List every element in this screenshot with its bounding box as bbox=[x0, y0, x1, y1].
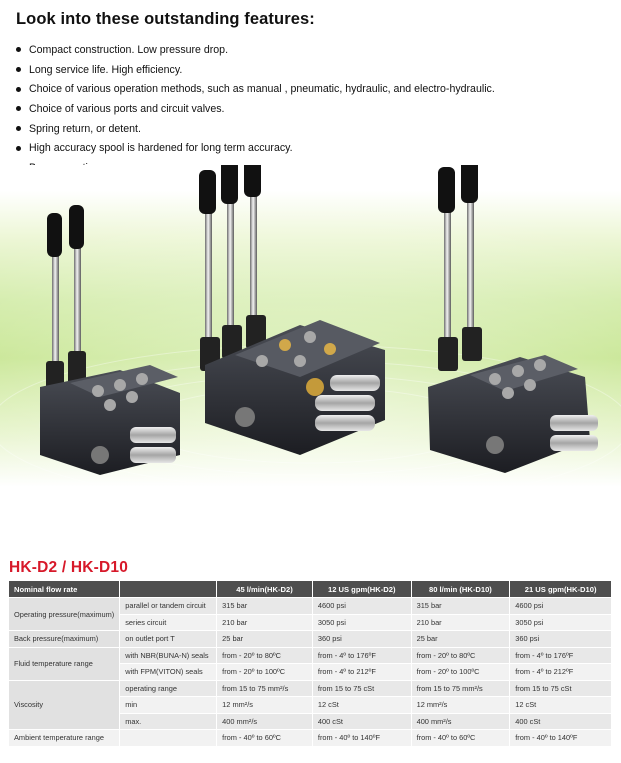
header-cell: 21 US gpm(HK-D10) bbox=[510, 581, 612, 598]
table-row bbox=[9, 730, 612, 747]
spec-header-row bbox=[9, 581, 612, 598]
feature-text: Long service life. High efficiency. bbox=[29, 63, 183, 76]
value-cell: 3050 psi bbox=[313, 615, 412, 632]
value-cell: 400 mm²/s bbox=[217, 714, 313, 731]
bullet-icon bbox=[16, 126, 21, 131]
table-row bbox=[9, 681, 612, 698]
header-cell bbox=[120, 581, 217, 598]
row-condition bbox=[120, 730, 217, 747]
value-cell: 4600 psi bbox=[510, 598, 612, 615]
bullet-icon bbox=[16, 106, 21, 111]
value-cell: from - 20º to 80ºC bbox=[412, 648, 511, 665]
feature-item bbox=[16, 79, 495, 99]
value-cell: from - 4º to 212ºF bbox=[510, 664, 612, 681]
value-cell: 315 bar bbox=[217, 598, 313, 615]
row-condition: with NBR(BUNA-N) seals bbox=[120, 648, 217, 665]
model-title: HK-D2 / HK-D10 bbox=[9, 559, 129, 576]
header-cell: 45 l/min(HK-D2) bbox=[217, 581, 313, 598]
valve-illustration bbox=[0, 165, 621, 487]
feature-item bbox=[16, 60, 495, 80]
feature-item bbox=[16, 119, 495, 139]
value-cell: 360 psi bbox=[313, 631, 412, 648]
feature-text: Spring return, or detent. bbox=[29, 122, 141, 135]
feature-text: High accuracy spool is hardened for long term accuracy. bbox=[29, 142, 293, 155]
feature-text: Compact construction. Low pressure drop. bbox=[29, 43, 229, 56]
feature-text: Choice of various ports and circuit valves. bbox=[29, 102, 225, 115]
feature-item bbox=[16, 99, 495, 119]
value-cell: 400 mm²/s bbox=[412, 714, 511, 731]
value-cell: 12 cSt bbox=[510, 697, 612, 714]
value-cell: 12 mm²/s bbox=[412, 697, 511, 714]
value-cell: 4600 psi bbox=[313, 598, 412, 615]
header-cell: Nominal flow rate bbox=[9, 581, 120, 598]
value-cell: 400 cSt bbox=[510, 714, 612, 731]
feature-item bbox=[16, 138, 495, 158]
row-condition: with FPM(VITON) seals bbox=[120, 664, 217, 681]
value-cell: 400 cSt bbox=[313, 714, 412, 731]
value-cell: from - 40º to 60ºC bbox=[412, 730, 511, 747]
bullet-icon bbox=[16, 67, 21, 72]
value-cell: 360 psi bbox=[510, 631, 612, 648]
header-cell: 80 l/min (HK-D10) bbox=[412, 581, 511, 598]
bullet-icon bbox=[16, 146, 21, 151]
value-cell: from 15 to 75 cSt bbox=[313, 681, 412, 698]
value-cell: 25 bar bbox=[412, 631, 511, 648]
value-cell: from - 40º to 60ºC bbox=[217, 730, 313, 747]
value-cell: 210 bar bbox=[412, 615, 511, 632]
value-cell: from 15 to 75 mm²/s bbox=[412, 681, 511, 698]
value-cell: from - 20º to 100ºC bbox=[412, 664, 511, 681]
row-condition: parallel or tandem circuit bbox=[120, 598, 217, 615]
value-cell: from - 20º to 100ºC bbox=[217, 664, 313, 681]
value-cell: from - 40º to 140ºF bbox=[313, 730, 412, 747]
value-cell: 25 bar bbox=[217, 631, 313, 648]
value-cell: 12 cSt bbox=[313, 697, 412, 714]
feature-item bbox=[16, 40, 495, 60]
product-photo-banner bbox=[0, 165, 621, 487]
value-cell: 315 bar bbox=[412, 598, 511, 615]
row-label: Back pressure(maximum) bbox=[9, 631, 120, 648]
value-cell: from - 4º to 176ºF bbox=[510, 648, 612, 665]
value-cell: 12 mm²/s bbox=[217, 697, 313, 714]
spec-table bbox=[9, 581, 612, 747]
header-cell: 12 US gpm(HK-D2) bbox=[313, 581, 412, 598]
bullet-icon bbox=[16, 47, 21, 52]
features-title: Look into these outstanding features: bbox=[16, 10, 315, 28]
row-label: Operating pressure(maximum) bbox=[9, 598, 120, 631]
row-label: Fluid temperature range bbox=[9, 648, 120, 681]
table-row bbox=[9, 648, 612, 665]
value-cell: from - 40º to 140ºF bbox=[510, 730, 612, 747]
value-cell: 210 bar bbox=[217, 615, 313, 632]
value-cell: from 15 to 75 mm²/s bbox=[217, 681, 313, 698]
table-row bbox=[9, 598, 612, 615]
row-condition: max. bbox=[120, 714, 217, 731]
table-row bbox=[9, 631, 612, 648]
row-condition: min bbox=[120, 697, 217, 714]
value-cell: from 15 to 75 cSt bbox=[510, 681, 612, 698]
row-condition: series circuit bbox=[120, 615, 217, 632]
row-condition: operating range bbox=[120, 681, 217, 698]
value-cell: from - 20º to 80ºC bbox=[217, 648, 313, 665]
feature-text: Choice of various operation methods, such as manual , pneumatic, hydraulic, and electro-hydraulic. bbox=[29, 83, 495, 96]
row-label: Ambient temperature range bbox=[9, 730, 120, 747]
bullet-icon bbox=[16, 87, 21, 92]
value-cell: from - 4º to 176ºF bbox=[313, 648, 412, 665]
value-cell: from - 4º to 212ºF bbox=[313, 664, 412, 681]
value-cell: 3050 psi bbox=[510, 615, 612, 632]
row-label: Viscosity bbox=[9, 681, 120, 731]
row-condition: on outlet port T bbox=[120, 631, 217, 648]
